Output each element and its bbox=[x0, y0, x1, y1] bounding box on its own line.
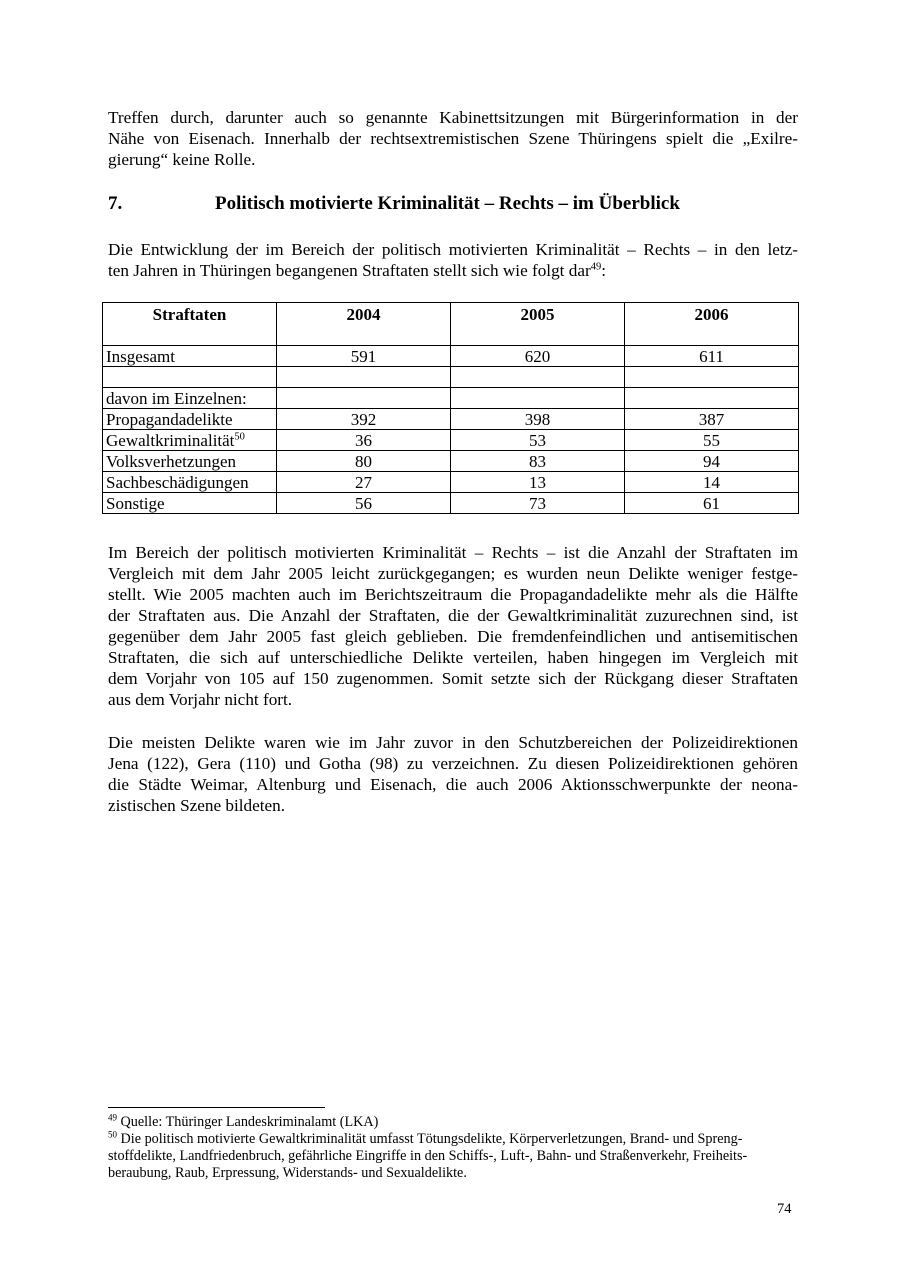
cell-value: 83 bbox=[451, 451, 625, 472]
lead-paragraph bbox=[108, 239, 798, 281]
table-row bbox=[103, 430, 799, 451]
text-line bbox=[108, 260, 798, 281]
text-line: Die meisten Delikte waren wie im Jahr zuvor in den Schutzbereichen der Polizeidirektionen bbox=[108, 733, 798, 752]
row-label: Insgesamt bbox=[103, 346, 277, 367]
footnote-divider bbox=[108, 1107, 325, 1108]
header-cell-straftaten: Straftaten bbox=[103, 303, 277, 346]
lead-line2-text: ten Jahren in Thüringen begangenen Straftaten stellt sich wie folgt dar bbox=[108, 261, 591, 280]
empty-cell bbox=[451, 367, 625, 388]
row-label-text: Sonstige bbox=[106, 493, 165, 513]
row-label bbox=[103, 409, 277, 430]
row-label-text: Propagandadelikte bbox=[106, 409, 233, 429]
text-line: Vergleich mit dem Jahr 2005 leicht zurückgegangen; es wurden neun Delikte weniger festge- bbox=[108, 564, 798, 583]
row-label: davon im Einzelnen: bbox=[103, 388, 277, 409]
cell-value: 387 bbox=[625, 409, 799, 430]
header-cell-2004: 2004 bbox=[277, 303, 451, 346]
text-line: der Straftaten aus. Die Anzahl der Straftaten, die der Gewaltkriminalität zuzurechnen sind, ist bbox=[108, 606, 798, 625]
cell-value: 620 bbox=[451, 346, 625, 367]
table-row-total bbox=[103, 346, 799, 367]
row-label bbox=[103, 451, 277, 472]
row-label bbox=[103, 472, 277, 493]
text-line: Die Entwicklung der im Bereich der politisch motivierten Kriminalität – Rechts – in den letz- bbox=[108, 240, 798, 259]
row-label-text: Gewaltkriminalität bbox=[106, 430, 235, 450]
text-line: aus dem Vorjahr nicht fort. bbox=[108, 690, 293, 709]
cell-value: 73 bbox=[451, 493, 625, 514]
cell-value: 591 bbox=[277, 346, 451, 367]
section-title: Politisch motivierte Kriminalität – Rechts – im Überblick bbox=[215, 193, 680, 214]
header-cell-2005: 2005 bbox=[451, 303, 625, 346]
cell-value: 27 bbox=[277, 472, 451, 493]
cell-value: 392 bbox=[277, 409, 451, 430]
empty-cell bbox=[103, 367, 277, 388]
body-paragraph-1 bbox=[108, 542, 798, 710]
cell-value: 61 bbox=[625, 493, 799, 514]
empty-cell bbox=[625, 388, 799, 409]
cell-value: 36 bbox=[277, 430, 451, 451]
cell-value: 55 bbox=[625, 430, 799, 451]
text-line: gegenüber dem Jahr 2005 fast gleich geblieben. Die fremdenfeindlichen und antisemitischen bbox=[108, 627, 798, 646]
table-row bbox=[103, 493, 799, 514]
section-number: 7. bbox=[108, 193, 123, 214]
cell-value: 94 bbox=[625, 451, 799, 472]
cell-value: 56 bbox=[277, 493, 451, 514]
intro-paragraph bbox=[108, 107, 798, 170]
table-row bbox=[103, 472, 799, 493]
footnote-49 bbox=[108, 1114, 794, 1131]
text-line: dem Vorjahr von 105 auf 150 zugenommen. Somit setzte sich der Rückgang dieser Straftaten bbox=[108, 669, 798, 688]
footnote-text: Die politisch motivierte Gewaltkriminalität umfasst Tötungsdelikte, Körperverletzungen, Brand- und Spreng- bbox=[120, 1131, 743, 1147]
footnote-50 bbox=[108, 1131, 794, 1148]
row-label-text: Sachbeschädigungen bbox=[106, 472, 249, 492]
row-label bbox=[103, 493, 277, 514]
text-line: stellt. Wie 2005 machten auch im Berichtszeitraum die Propagandadelikte mehr als die Hälfte bbox=[108, 585, 798, 604]
cell-value: 14 bbox=[625, 472, 799, 493]
text-line: die Städte Weimar, Altenburg und Eisenach, die auch 2006 Aktionsschwerpunkte der neona- bbox=[108, 775, 798, 794]
cell-value: 611 bbox=[625, 346, 799, 367]
table-row bbox=[103, 409, 799, 430]
cell-value: 13 bbox=[451, 472, 625, 493]
footnote-number: 50 bbox=[108, 1129, 117, 1140]
row-label bbox=[103, 430, 277, 451]
text-line: Treffen durch, darunter auch so genannte Kabinettsitzungen mit Bürgerinformation in der bbox=[108, 108, 798, 127]
footnote-text-line: beraubung, Raub, Erpressung, Widerstands- und Sexualdelikte. bbox=[108, 1165, 467, 1181]
text-line: Straftaten, die sich auf unterschiedliche Delikte verteilen, haben hingegen im Vergleich mit bbox=[108, 648, 798, 667]
body-paragraph-2 bbox=[108, 732, 798, 816]
empty-cell bbox=[625, 367, 799, 388]
cell-value: 53 bbox=[451, 430, 625, 451]
footnote-text-line: stoffdelikte, Landfriedenbruch, gefährliche Eingriffe in den Schiffs-, Luft-, Bahn- und Straßenverkehr, Freiheits- bbox=[108, 1148, 748, 1164]
text-line: gierung“ keine Rolle. bbox=[108, 150, 256, 169]
crime-statistics-table bbox=[102, 302, 799, 514]
lead-line2-end: : bbox=[601, 261, 606, 280]
table-row-subheading bbox=[103, 388, 799, 409]
footnote-ref[interactable]: 49 bbox=[590, 261, 602, 273]
cell-value: 398 bbox=[451, 409, 625, 430]
cell-value: 80 bbox=[277, 451, 451, 472]
text-line: Im Bereich der politisch motivierten Kriminalität – Rechts – ist die Anzahl der Straftaten im bbox=[108, 543, 798, 562]
footnotes bbox=[108, 1114, 794, 1182]
footnote-text: Quelle: Thüringer Landeskriminalamt (LKA) bbox=[120, 1114, 379, 1130]
text-line: zistischen Szene bildeten. bbox=[108, 796, 286, 815]
table-row bbox=[103, 451, 799, 472]
table-header-row bbox=[103, 303, 799, 346]
table-row-empty bbox=[103, 367, 799, 388]
row-label-text: Volksverhetzungen bbox=[106, 451, 236, 471]
text-line: Jena (122), Gera (110) und Gotha (98) zu verzeichnen. Zu diesen Polizeidirektionen gehören bbox=[108, 754, 798, 773]
empty-cell bbox=[277, 388, 451, 409]
text-line: Nähe von Eisenach. Innerhalb der rechtsextremistischen Szene Thüringens spielt die „Exilre- bbox=[108, 129, 798, 148]
empty-cell bbox=[451, 388, 625, 409]
footnote-number: 49 bbox=[108, 1112, 117, 1123]
header-cell-2006: 2006 bbox=[625, 303, 799, 346]
page-number: 74 bbox=[777, 1201, 792, 1217]
empty-cell bbox=[277, 367, 451, 388]
footnote-ref[interactable]: 50 bbox=[234, 431, 245, 443]
